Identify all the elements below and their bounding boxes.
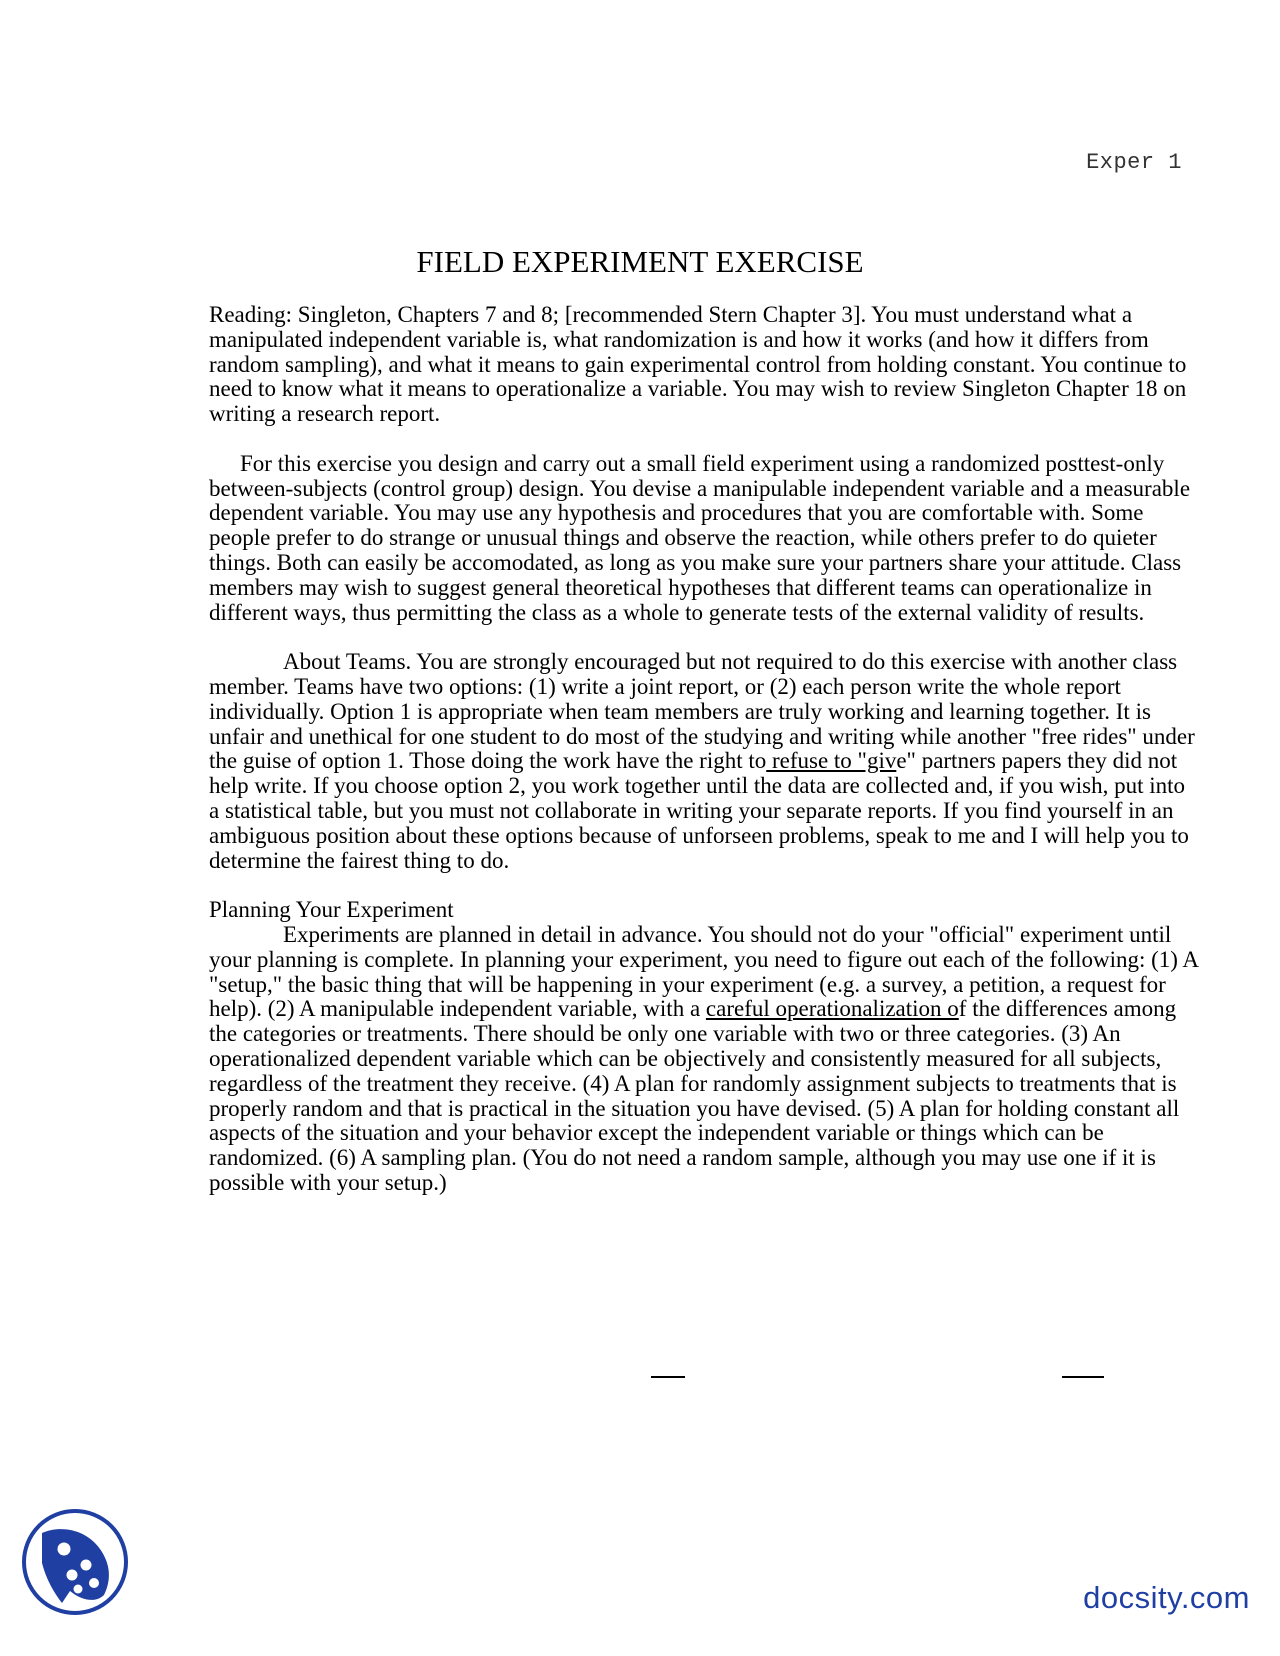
planning-text-start: Experiments are planned in detail in advance. You should not do your "official" experiment until your planning is complete. In planning your experiment, you need to figure out each of the following: (1) A "setup," the basic thing that will be happening in your experiment (e.g. a survey, a petition, a request for help). (2) A manipulable independent variable, with a <box>209 921 1198 1022</box>
brand-name-link[interactable]: docsity.com <box>1083 1580 1250 1615</box>
planning-underlined-text: careful operationalization o <box>705 996 959 1022</box>
teams-paragraph <box>209 650 1199 873</box>
planning-text-end: f the differences among the categories or treatments. There should be only one variable with two or three categories. (3) An operationalized dependent variable which can be objectively and consistently measured for all subjects, regardless of the treatment they receive. (4) A plan for randomly assignment subjects to treatments that is properly random and that is practical in the situation you have devised. (5) A plan for holding constant all aspects of the situation and your behavior except the independent variable or things which can be randomized. (6) A sampling plan. (You do not need a random sample, although you may use one if it is possible with your setup.) <box>209 996 1180 1195</box>
planning-paragraph <box>209 923 1199 1196</box>
blank-line-left <box>651 1376 685 1378</box>
teams-underlined-text: refuse to "giv <box>766 748 897 774</box>
running-head: Exper 1 <box>1086 150 1182 175</box>
page-title: FIELD EXPERIMENT EXERCISE <box>416 244 864 279</box>
exercise-paragraph: For this exercise you design and carry out a small field experiment using a randomized posttest-only between-subjects (control group) design. You devise a manipulable independent variable and a measurable dependent variable. You may use any hypothesis and procedures that you are comfortable with. Some people prefer to do strange or unusual things and observe the reaction, while others prefer to do quieter things. Both can easily be accomodated, as long as you make sure your partners share your attitude. Class members may wish to suggest general theoretical hypotheses that different teams can operationalize in different ways, thus permitting the class as a whole to generate tests of the external validity of results. <box>209 450 1191 625</box>
blank-line-right <box>1062 1376 1104 1378</box>
teams-text-start: About Teams. You are strongly encouraged but not required to do this exercise with another class member. Teams have two options: (1) write a joint report, or (2) each person write the whole report individually. Option 1 is appropriate when team members are truly working and learning together. It is unfair and unethical for one student to do most of the studying and writing while another "free rides" under the guise of option 1. Those doing the work have the right to <box>209 649 1195 774</box>
document-body <box>209 303 1199 1220</box>
reading-paragraph: Reading: Singleton, Chapters 7 and 8; [recommended Stern Chapter 3]. You must understand what a manipulated independent variable is, what randomization is and how it works (and how it differs from random sampling), and what it means to gain experimental control from holding constant. You continue to need to know what it means to operationalize a variable. You may wish to review Singleton Chapter 18 on writing a research report. <box>209 302 1187 427</box>
teams-text-end: e" partners papers they did not help write. If you choose option 2, you work together until the data are collected and, if you wish, put into a statistical table, but you must not collaborate in writing your separate reports. If you find yourself in an ambiguous position about these options because of unforseen problems, speak to me and I will help you to determine the fairest thing to do. <box>209 748 1189 873</box>
docsity-logo-icon[interactable] <box>20 1507 130 1617</box>
planning-heading: Planning Your Experiment <box>209 897 454 923</box>
